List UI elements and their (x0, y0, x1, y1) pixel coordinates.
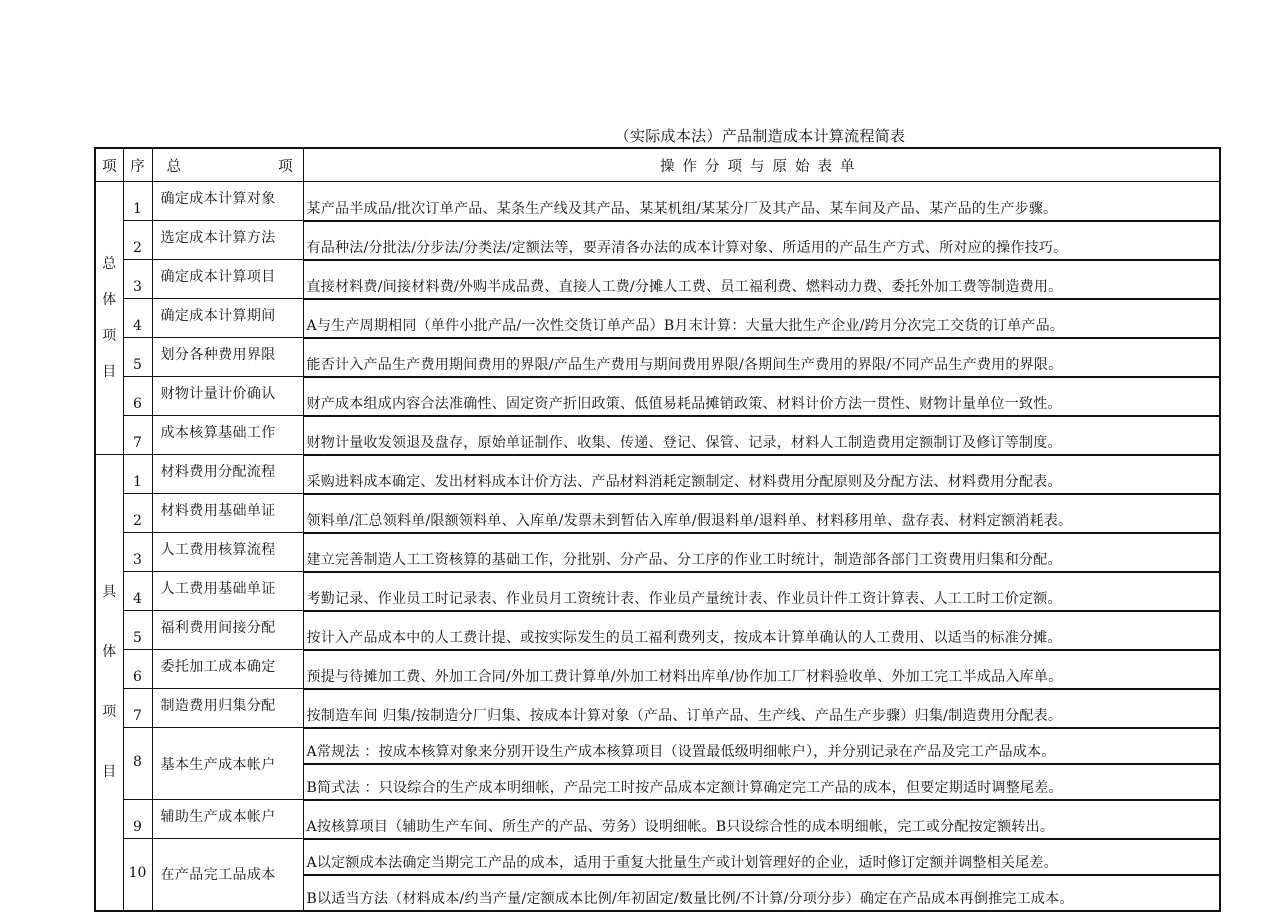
detail-cell[interactable]: B以适当方法（材料成本/约当产量/定额成本比例/年初固定/数量比例/不计算/分项分步）确定在产品成本再倒推完工成本。 (303, 875, 1220, 911)
header-seq-cell[interactable]: 序 (123, 148, 152, 182)
seq-cell[interactable]: 9 (123, 800, 152, 839)
detail-cell[interactable]: A与生产周期相同（单件小批产品/一次性交货订单产品）B月末计算：大量大批生产企业/跨月分次完工交货的订单产品。 (303, 299, 1220, 338)
seq-cell[interactable]: 4 (123, 572, 152, 611)
table-row (95, 728, 1220, 764)
table-row (95, 839, 1220, 875)
seq-cell[interactable]: 7 (123, 416, 152, 455)
group-char: 目 (102, 364, 117, 380)
table-row (95, 494, 1220, 533)
group-char: 总 (102, 256, 117, 272)
detail-cell[interactable]: 财物计量收发领退及盘存，原始单证制作、收集、传递、登记、保管、记录，材料人工制造费用定额制订及修订等制度。 (303, 416, 1220, 455)
table-row (95, 416, 1220, 455)
group-cell-specific[interactable] (95, 455, 123, 911)
item-cell[interactable]: 确定成本计算期间 (152, 299, 303, 338)
header-item-left: 总 (166, 158, 181, 175)
item-cell[interactable]: 制造费用归集分配 (152, 689, 303, 728)
header-group-cell[interactable]: 项 (95, 148, 123, 182)
item-cell[interactable]: 福利费用间接分配 (152, 611, 303, 650)
detail-cell[interactable]: A以定额成本法确定当期完工产品的成本，适用于重复大批量生产或计划管理好的企业，适时修订定额并调整相关尾差。 (303, 839, 1220, 875)
sheet-title: （实际成本法）产品制造成本计算流程简表 (614, 127, 906, 145)
group-char: 具 (102, 584, 117, 601)
seq-cell[interactable]: 8 (123, 728, 152, 800)
seq-cell[interactable]: 3 (123, 533, 152, 572)
group-char: 项 (102, 704, 117, 721)
table-row (95, 800, 1220, 839)
group-char: 体 (102, 292, 117, 308)
detail-cell[interactable]: 采购进料成本确定、发出材料成本计价方法、产品材料消耗定额制定、材料费用分配原则及分配方法、材料费用分配表。 (303, 455, 1220, 494)
detail-cell[interactable]: B简式法 ：只设综合的生产成本明细帐，产品完工时按产品成本定额计算确定完工产品的成本，但要定期适时调整尾差。 (303, 764, 1220, 800)
header-row (95, 148, 1220, 182)
header-detail-label: 操作分项与原始表单 (660, 158, 863, 175)
header-detail-cell[interactable] (303, 148, 1220, 182)
table-row (95, 455, 1220, 494)
item-cell[interactable]: 财物计量计价确认 (152, 377, 303, 416)
table-row (95, 533, 1220, 572)
item-cell[interactable]: 辅助生产成本帐户 (152, 800, 303, 839)
group-char: 项 (102, 328, 117, 344)
seq-cell[interactable]: 4 (123, 299, 152, 338)
table-row (95, 611, 1220, 650)
seq-cell[interactable]: 6 (123, 650, 152, 689)
group-char: 体 (102, 644, 117, 661)
detail-cell[interactable]: 财产成本组成内容合法准确性、固定资产折旧政策、低值易耗品摊销政策、材料计价方法一贯性、财物计量单位一致性。 (303, 377, 1220, 416)
table-row (95, 260, 1220, 299)
detail-cell[interactable]: 某产品半成品/批次订单产品、某条生产线及其产品、某某机组/某某分厂及其产品、某车间及产品、某产品的生产步骤。 (303, 182, 1220, 221)
item-cell[interactable]: 成本核算基础工作 (152, 416, 303, 455)
item-cell[interactable]: 确定成本计算对象 (152, 182, 303, 221)
detail-cell[interactable]: 领料单/汇总领料单/限额领料单、入库单/发票未到暂估入库单/假退料单/退料单、材料移用单、盘存表、材料定额消耗表。 (303, 494, 1220, 533)
detail-cell[interactable]: 按制造车间 归集/按制造分厂归集、按成本计算对象（产品、订单产品、生产线、产品生产步骤）归集/制造费用分配表。 (303, 689, 1220, 728)
seq-cell[interactable]: 1 (123, 455, 152, 494)
item-cell[interactable]: 委托加工成本确定 (152, 650, 303, 689)
group-cell-overall[interactable] (95, 182, 123, 455)
item-cell[interactable]: 人工费用核算流程 (152, 533, 303, 572)
item-cell[interactable]: 基本生产成本帐户 (152, 728, 303, 800)
cost-flow-table (94, 147, 1221, 912)
seq-cell[interactable]: 2 (123, 221, 152, 260)
seq-cell[interactable]: 5 (123, 611, 152, 650)
seq-cell[interactable]: 1 (123, 182, 152, 221)
seq-cell[interactable]: 5 (123, 338, 152, 377)
item-cell[interactable]: 材料费用基础单证 (152, 494, 303, 533)
item-cell[interactable]: 选定成本计算方法 (152, 221, 303, 260)
detail-cell[interactable]: A按核算项目（辅助生产车间、所生产的产品、劳务）设明细帐。B只设综合性的成本明细帐，完工或分配按定额转出。 (303, 800, 1220, 839)
detail-cell[interactable]: 按计入产品成本中的人工费计提、或按实际发生的员工福利费列支，按成本计算单确认的人工费用、以适当的标准分摊。 (303, 611, 1220, 650)
table-row (95, 572, 1220, 611)
item-cell[interactable]: 确定成本计算项目 (152, 260, 303, 299)
group-char: 目 (102, 764, 117, 781)
table-row (95, 689, 1220, 728)
seq-cell[interactable]: 10 (123, 839, 152, 911)
detail-cell[interactable]: 考勤记录、作业员工时记录表、作业员月工资统计表、作业员产量统计表、作业员计件工资计算表、人工工时工价定额。 (303, 572, 1220, 611)
table-row (95, 377, 1220, 416)
item-cell[interactable]: 划分各种费用界限 (152, 338, 303, 377)
item-cell[interactable]: 材料费用分配流程 (152, 455, 303, 494)
seq-cell[interactable]: 2 (123, 494, 152, 533)
detail-cell[interactable]: 直接材料费/间接材料费/外购半成品费、直接人工费/分摊人工费、员工福利费、燃料动力费、委托外加工费等制造费用。 (303, 260, 1220, 299)
item-cell[interactable]: 在产品完工品成本 (152, 839, 303, 911)
detail-cell[interactable]: A常规法 ：按成本核算对象来分别开设生产成本核算项目（设置最低级明细帐户），并分别记录在产品及完工产品成本。 (303, 728, 1220, 764)
detail-cell[interactable]: 建立完善制造人工工资核算的基础工作，分批别、分产品、分工序的作业工时统计，制造部各部门工资费用归集和分配。 (303, 533, 1220, 572)
table-row (95, 182, 1220, 221)
seq-cell[interactable]: 3 (123, 260, 152, 299)
header-item-right: 项 (278, 158, 293, 175)
detail-cell[interactable]: 能否计入产品生产费用期间费用的界限/产品生产费用与期间费用界限/各期间生产费用的界限/不同产品生产费用的界限。 (303, 338, 1220, 377)
header-item-cell[interactable] (152, 148, 303, 182)
seq-cell[interactable]: 7 (123, 689, 152, 728)
table-row (95, 338, 1220, 377)
table-row (95, 299, 1220, 338)
detail-cell[interactable]: 有品种法/分批法/分步法/分类法/定额法等，要弄清各办法的成本计算对象、所适用的产品生产方式、所对应的操作技巧。 (303, 221, 1220, 260)
seq-cell[interactable]: 6 (123, 377, 152, 416)
item-cell[interactable]: 人工费用基础单证 (152, 572, 303, 611)
table-row (95, 221, 1220, 260)
table-row (95, 650, 1220, 689)
detail-cell[interactable]: 预提与待摊加工费、外加工合同/外加工费计算单/外加工材料出库单/协作加工厂材料验收单、外加工完工半成品入库单。 (303, 650, 1220, 689)
